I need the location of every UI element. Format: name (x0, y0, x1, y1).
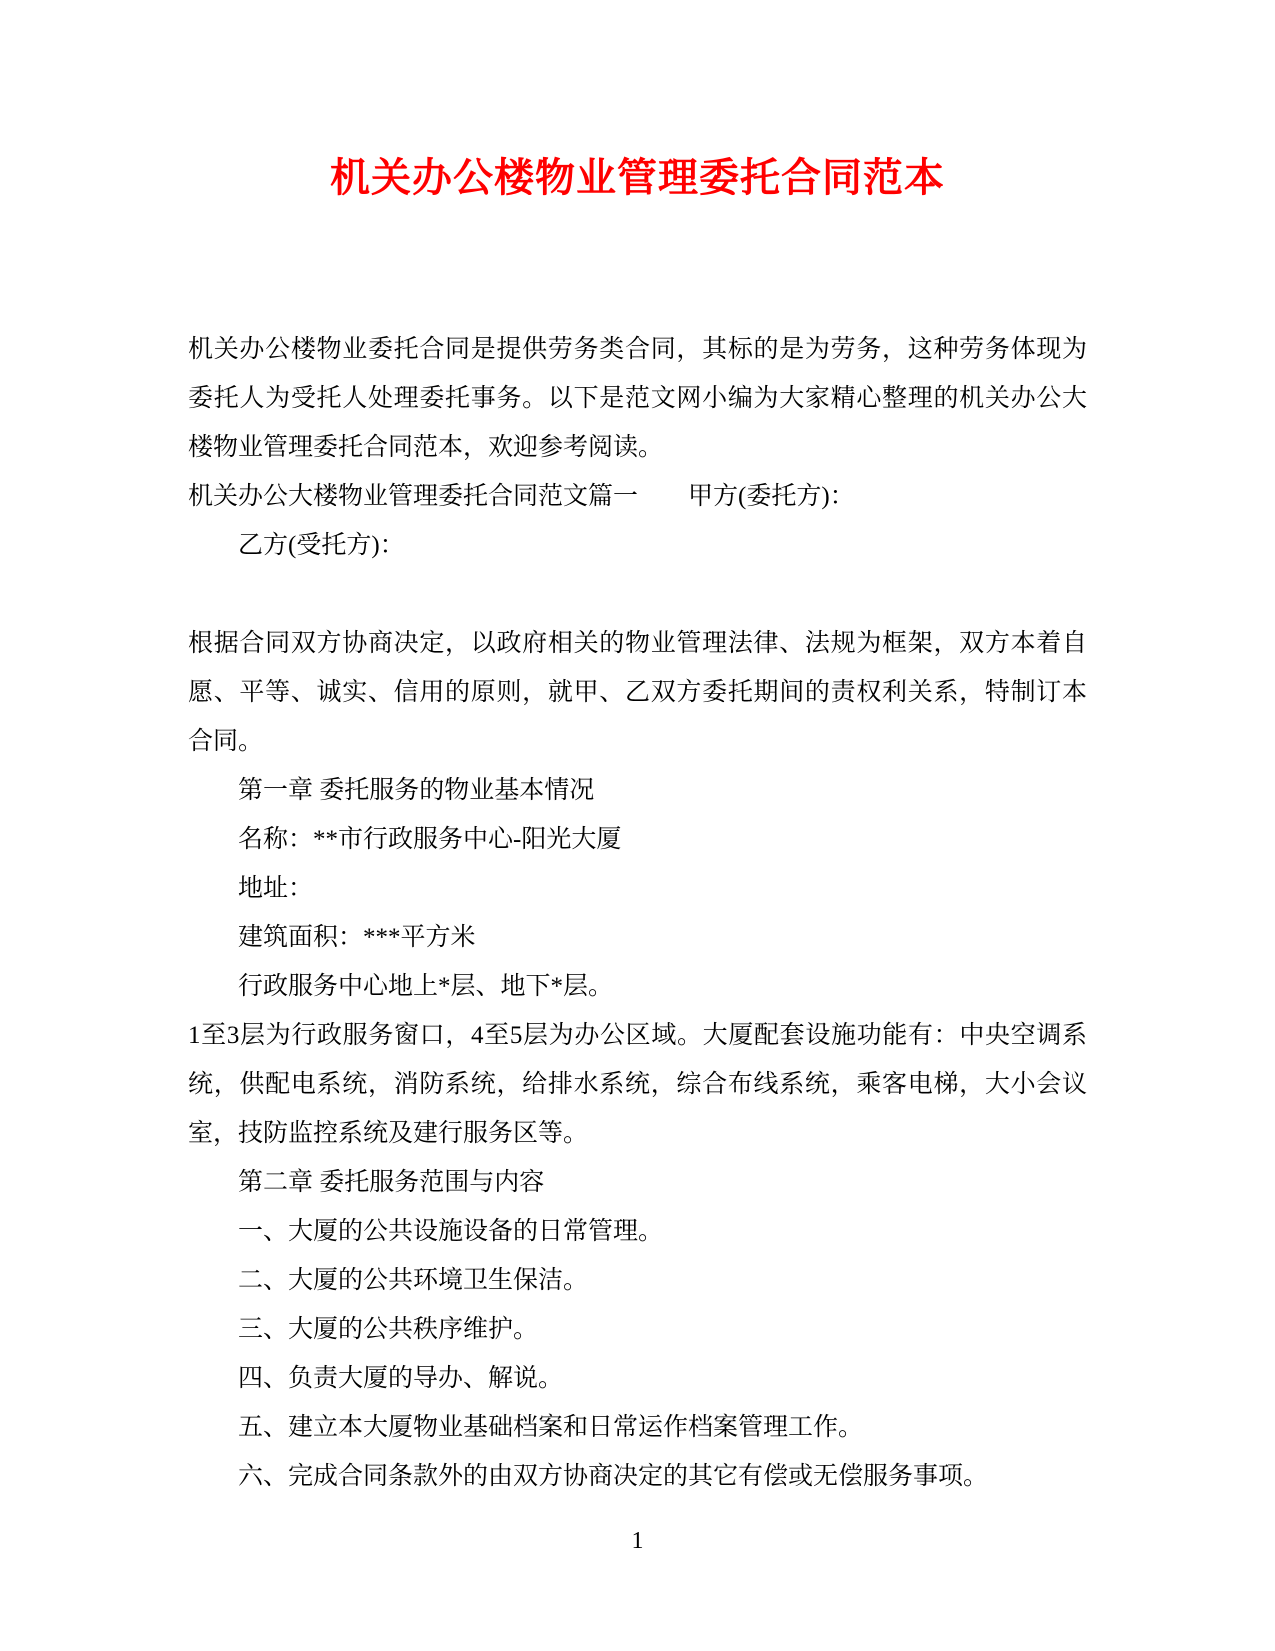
paragraph-party-b: 乙方(受托方)： (238, 532, 405, 559)
list-item-5: 五、建立本大厦物业基础档案和日常运作档案管理工作。 (238, 1414, 864, 1441)
paragraph-property-name: 名称：**市行政服务中心-阳光大厦 (238, 826, 622, 853)
paragraph-address: 地址： (238, 875, 314, 902)
document-body (188, 325, 1087, 1501)
heading-chapter-1: 第一章 委托服务的物业基本情况 (238, 777, 595, 804)
list-item-6: 六、完成合同条款外的由双方协商决定的其它有偿或无偿服务事项。 (238, 1463, 989, 1490)
paragraph-floors: 行政服务中心地上*层、地下*层。 (238, 973, 614, 1000)
paragraph-blank-spacer (188, 570, 1087, 619)
paragraph-facilities: 1至3层为行政服务窗口，4至5层为办公区域。大厦配套设施功能有：中央空调系统，供配电系统，消防系统，给排水系统，综合布线系统，乘客电梯，大小会议室，技防监控系统及建行服务区等。 (188, 1022, 1087, 1147)
paragraph-basis: 根据合同双方协商决定，以政府相关的物业管理法律、法规为框架，双方本着自愿、平等、诚实、信用的原则，就甲、乙双方委托期间的责权利关系，特制订本合同。 (188, 630, 1087, 755)
list-item-2: 二、大厦的公共环境卫生保洁。 (238, 1267, 589, 1294)
list-item-4: 四、负责大厦的导办、解说。 (238, 1365, 564, 1392)
list-item-1: 一、大厦的公共设施设备的日常管理。 (238, 1218, 664, 1245)
list-item-3: 三、大厦的公共秩序维护。 (238, 1316, 539, 1343)
paragraph-building-area: 建筑面积：***平方米 (238, 924, 476, 951)
paragraph-intro: 机关办公楼物业委托合同是提供劳务类合同，其标的是为劳务，这种劳务体现为委托人为受托人处理委托事务。以下是范文网小编为大家精心整理的机关办公大楼物业管理委托合同范本，欢迎参考阅读。 (188, 336, 1087, 461)
page-number: 1 (631, 1528, 644, 1554)
heading-chapter-2: 第二章 委托服务范围与内容 (238, 1169, 545, 1196)
document-title: 机关办公楼物业管理委托合同范本 (330, 155, 945, 200)
paragraph-sample-one-party-a: 机关办公大楼物业管理委托合同范文篇一 甲方(委托方)： (188, 483, 855, 510)
